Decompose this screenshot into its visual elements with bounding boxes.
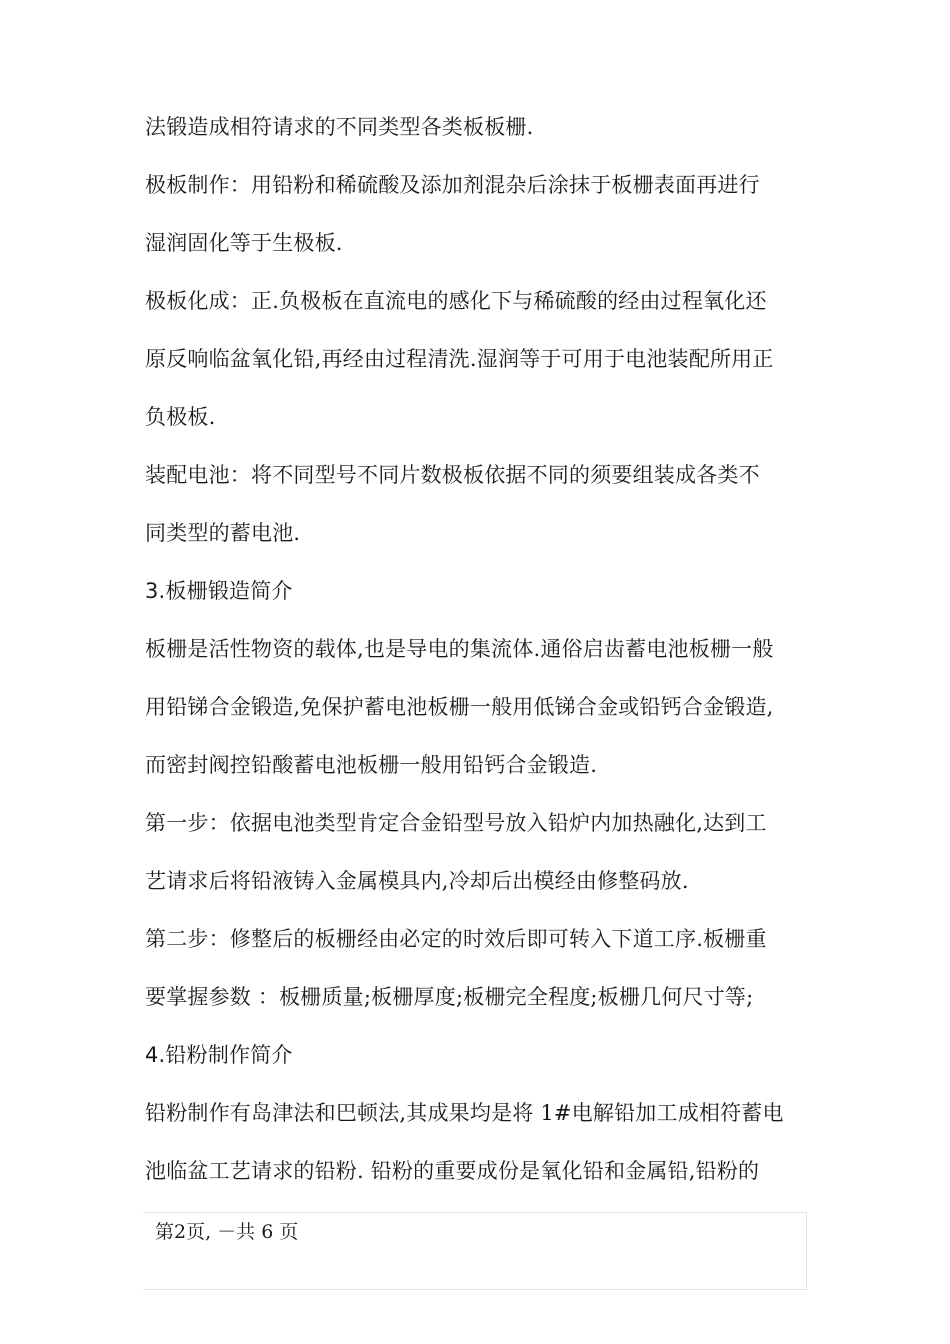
body-text-line: 池临盆工艺请求的铅粉. 铅粉的重要成份是氧化铅和金属铅,铅粉的 [145, 1159, 760, 1183]
body-text-line: 要掌握参数 ：板栅质量;板栅厚度;板栅完全程度;板栅几何尺寸等; [145, 985, 754, 1009]
body-text-line: 负极板. [145, 405, 216, 429]
body-text-line: 第二步：修整后的板栅经由必定的时效后即可转入下道工序.板栅重 [145, 927, 767, 951]
section-heading: 3.板栅锻造简介 [145, 579, 293, 603]
body-text-line: 用铅锑合金锻造,免保护蓄电池板栅一般用低锑合金或铅钙合金锻造, [145, 695, 774, 719]
body-text-line: 同类型的蓄电池. [145, 521, 301, 545]
body-text-line: 艺请求后将铅液铸入金属模具内,冷却后出模经由修整码放. [145, 869, 689, 893]
body-text-line: 湿润固化等于生极板. [145, 231, 343, 255]
body-text-line: 装配电池：将不同型号不同片数极板依据不同的须要组装成各类不 [145, 463, 760, 487]
body-text-line: 法锻造成相符请求的不同类型各类板板栅. [145, 115, 534, 139]
body-text-line: 极板化成：正.负极板在直流电的感化下与稀硫酸的经由过程氧化还 [145, 289, 767, 313]
body-text-line: 铅粉制作有岛津法和巴顿法,其成果均是将 1#电解铅加工成相符蓄电 [145, 1101, 784, 1125]
section-heading: 4.铅粉制作简介 [145, 1043, 293, 1067]
page-number: 第2页, －共 6 页 [155, 1221, 299, 1243]
body-text-line: 极板制作：用铅粉和稀硫酸及添加剂混杂后涂抹于板栅表面再进行 [145, 173, 760, 197]
body-text-line: 原反响临盆氧化铅,再经由过程清洗.湿润等于可用于电池装配所用正 [145, 347, 774, 371]
body-text-line: 板栅是活性物资的载体,也是导电的集流体.通俗启齿蓄电池板栅一般 [145, 637, 774, 661]
body-text-line: 第一步：依据电池类型肯定合金铅型号放入铅炉内加热融化,达到工 [145, 811, 767, 835]
body-text-line: 而密封阀控铅酸蓄电池板栅一般用铅钙合金锻造. [145, 753, 598, 777]
